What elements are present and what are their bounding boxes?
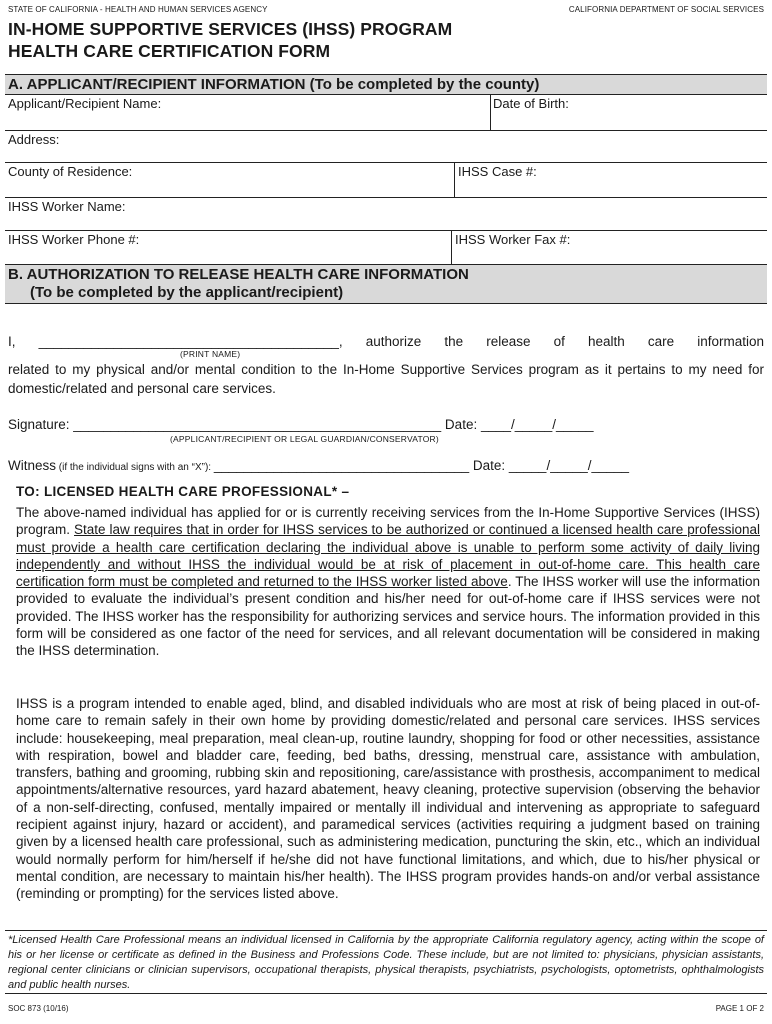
date-of-birth-field[interactable]: Date of Birth: bbox=[493, 96, 569, 111]
field-divider bbox=[451, 231, 452, 264]
witness-note: (if the individual signs with an “X”): bbox=[56, 462, 214, 473]
worker-name-field[interactable]: IHSS Worker Name: bbox=[8, 199, 126, 214]
page-footer bbox=[8, 1004, 764, 1013]
field-divider bbox=[454, 163, 455, 197]
section-b-heading bbox=[5, 264, 767, 304]
row-name-dob bbox=[5, 95, 767, 131]
title-line-2: HEALTH CARE CERTIFICATION FORM bbox=[8, 41, 331, 61]
form-title bbox=[8, 18, 452, 62]
worker-fax-field[interactable]: IHSS Worker Fax #: bbox=[455, 232, 571, 247]
row-phone-fax bbox=[5, 231, 767, 264]
county-field[interactable]: County of Residence: bbox=[8, 164, 133, 179]
print-name-caption: (PRINT NAME) bbox=[180, 349, 241, 359]
section-b-heading-line-1: B. AUTHORIZATION TO RELEASE HEALTH CARE INFORMATION bbox=[8, 266, 469, 283]
field-divider bbox=[490, 95, 491, 130]
to-professional-heading: TO: LICENSED HEALTH CARE PROFESSIONAL* – bbox=[16, 484, 350, 499]
worker-phone-field[interactable]: IHSS Worker Phone #: bbox=[8, 232, 140, 247]
ihss-program-paragraph: IHSS is a program intended to enable aged, blind, and disabled individuals who are most at risk of being placed in out-of-home care to remain safely in their own home by providing domestic/related and personal care services. IHSS services include: housekeeping, meal preparation, meal clean-up, routine laundry, shopping for food or other necessities, assistance with respiration, bowel and bladder care, feeding, bed baths, dressing, menstrual care, assistance with ambulation, transfers, bathing and grooming, rubbing skin and repositioning, care/assistance with prosthesis, accompaniment to medical appointments/alternative resources, yard hazard abatement, heavy cleaning, protective supervision (observing the behavior of a non-self-directing, confused, mentally impaired or mentally ill individual and intervening as appropriate to safeguard recipient against injury, hazard or accident), and paramedical services (activities requiring a judgment based on training given by a licensed health care professional, such as administering medication, puncturing the skin, etc., which an individual would normally perform for him/herself if he/she did not have functional limitations, and which, due to his/her physical or mental condition, are necessary to maintain his/her health). The IHSS program provides hands-on and/or verbal assistance (reminding or prompting) for the services listed above. bbox=[16, 696, 760, 902]
notice-intro: The above-named individual has applied for or is currently receiving services from the In-Home Supportive Services (IHSS) program. bbox=[16, 505, 760, 538]
page-number: PAGE 1 OF 2 bbox=[715, 1004, 764, 1013]
authorization-text: related to my physical and/or mental condition to the In-Home Supportive Services program as it pertains to my need for domestic/related and personal care services. bbox=[8, 362, 764, 396]
address-field[interactable]: Address: bbox=[8, 132, 60, 147]
notice-state-law: State law requires that in order for IHSS services to be authorized or continued a licensed health care professional must provide a health care certification declaring the individual above is unable to perform some activity of daily living independently and without IHSS the individual would be at risk of placement in out-of-home care. This health care certification form must be completed and returned to the IHSS worker listed above bbox=[16, 522, 760, 590]
row-worker-name bbox=[5, 198, 767, 231]
header-topline bbox=[8, 5, 764, 14]
title-line-1: IN-HOME SUPPORTIVE SERVICES (IHSS) PROGRAM bbox=[8, 19, 453, 39]
section-a-heading: A. APPLICANT/RECIPIENT INFORMATION (To be completed by the county) bbox=[5, 74, 767, 95]
professional-notice-paragraph bbox=[16, 504, 760, 660]
applicant-name-field[interactable]: Applicant/Recipient Name: bbox=[8, 96, 162, 111]
agency-name: STATE OF CALIFORNIA - HEALTH AND HUMAN SERVICES AGENCY bbox=[8, 5, 268, 14]
notice-rest: . The IHSS worker will use the information provided to evaluate the individual’s present condition and his/her need for out-of-home care if IHSS services were not provided. The IHSS worker has the responsibility for authorizing services and service hours. The information provided in this form will be considered as one factor of the need for services, and all relevant documentation will be considered in making the IHSS determination. bbox=[16, 574, 760, 659]
witness-label: Witness bbox=[8, 458, 57, 473]
footnote: *Licensed Health Care Professional means an individual licensed in California by the appropriate California regulatory agency, acting within the scope of his or her license or certificate as defined in the Business and Professions Code. These include, but are not limited to: physicians, physician assistants, regional center clinicians or clinician supervisors, occupational therapists, physical therapists, psychiatrists, psychologists, optometrists, ophthalmologists and public health nurses. bbox=[5, 930, 767, 994]
row-address bbox=[5, 131, 767, 163]
row-county-case bbox=[5, 163, 767, 198]
signature-line[interactable]: Signature: _________________________________________________ Date: ____/_____/_____ bbox=[8, 417, 594, 432]
print-name-line[interactable]: I, ________________________________________, authorize the release of health care information bbox=[8, 334, 764, 349]
department-name: CALIFORNIA DEPARTMENT OF SOCIAL SERVICES bbox=[568, 5, 764, 14]
case-number-field[interactable]: IHSS Case #: bbox=[458, 164, 537, 179]
form-id: SOC 873 (10/16) bbox=[8, 1004, 69, 1013]
witness-signature-blank: __________________________________ Date: _____/_____/_____ bbox=[213, 458, 630, 473]
signature-caption: (APPLICANT/RECIPIENT OR LEGAL GUARDIAN/CONSERVATOR) bbox=[170, 434, 439, 444]
section-b-heading-line-2: (To be completed by the applicant/recipient) bbox=[30, 284, 344, 301]
witness-line[interactable] bbox=[8, 458, 629, 473]
